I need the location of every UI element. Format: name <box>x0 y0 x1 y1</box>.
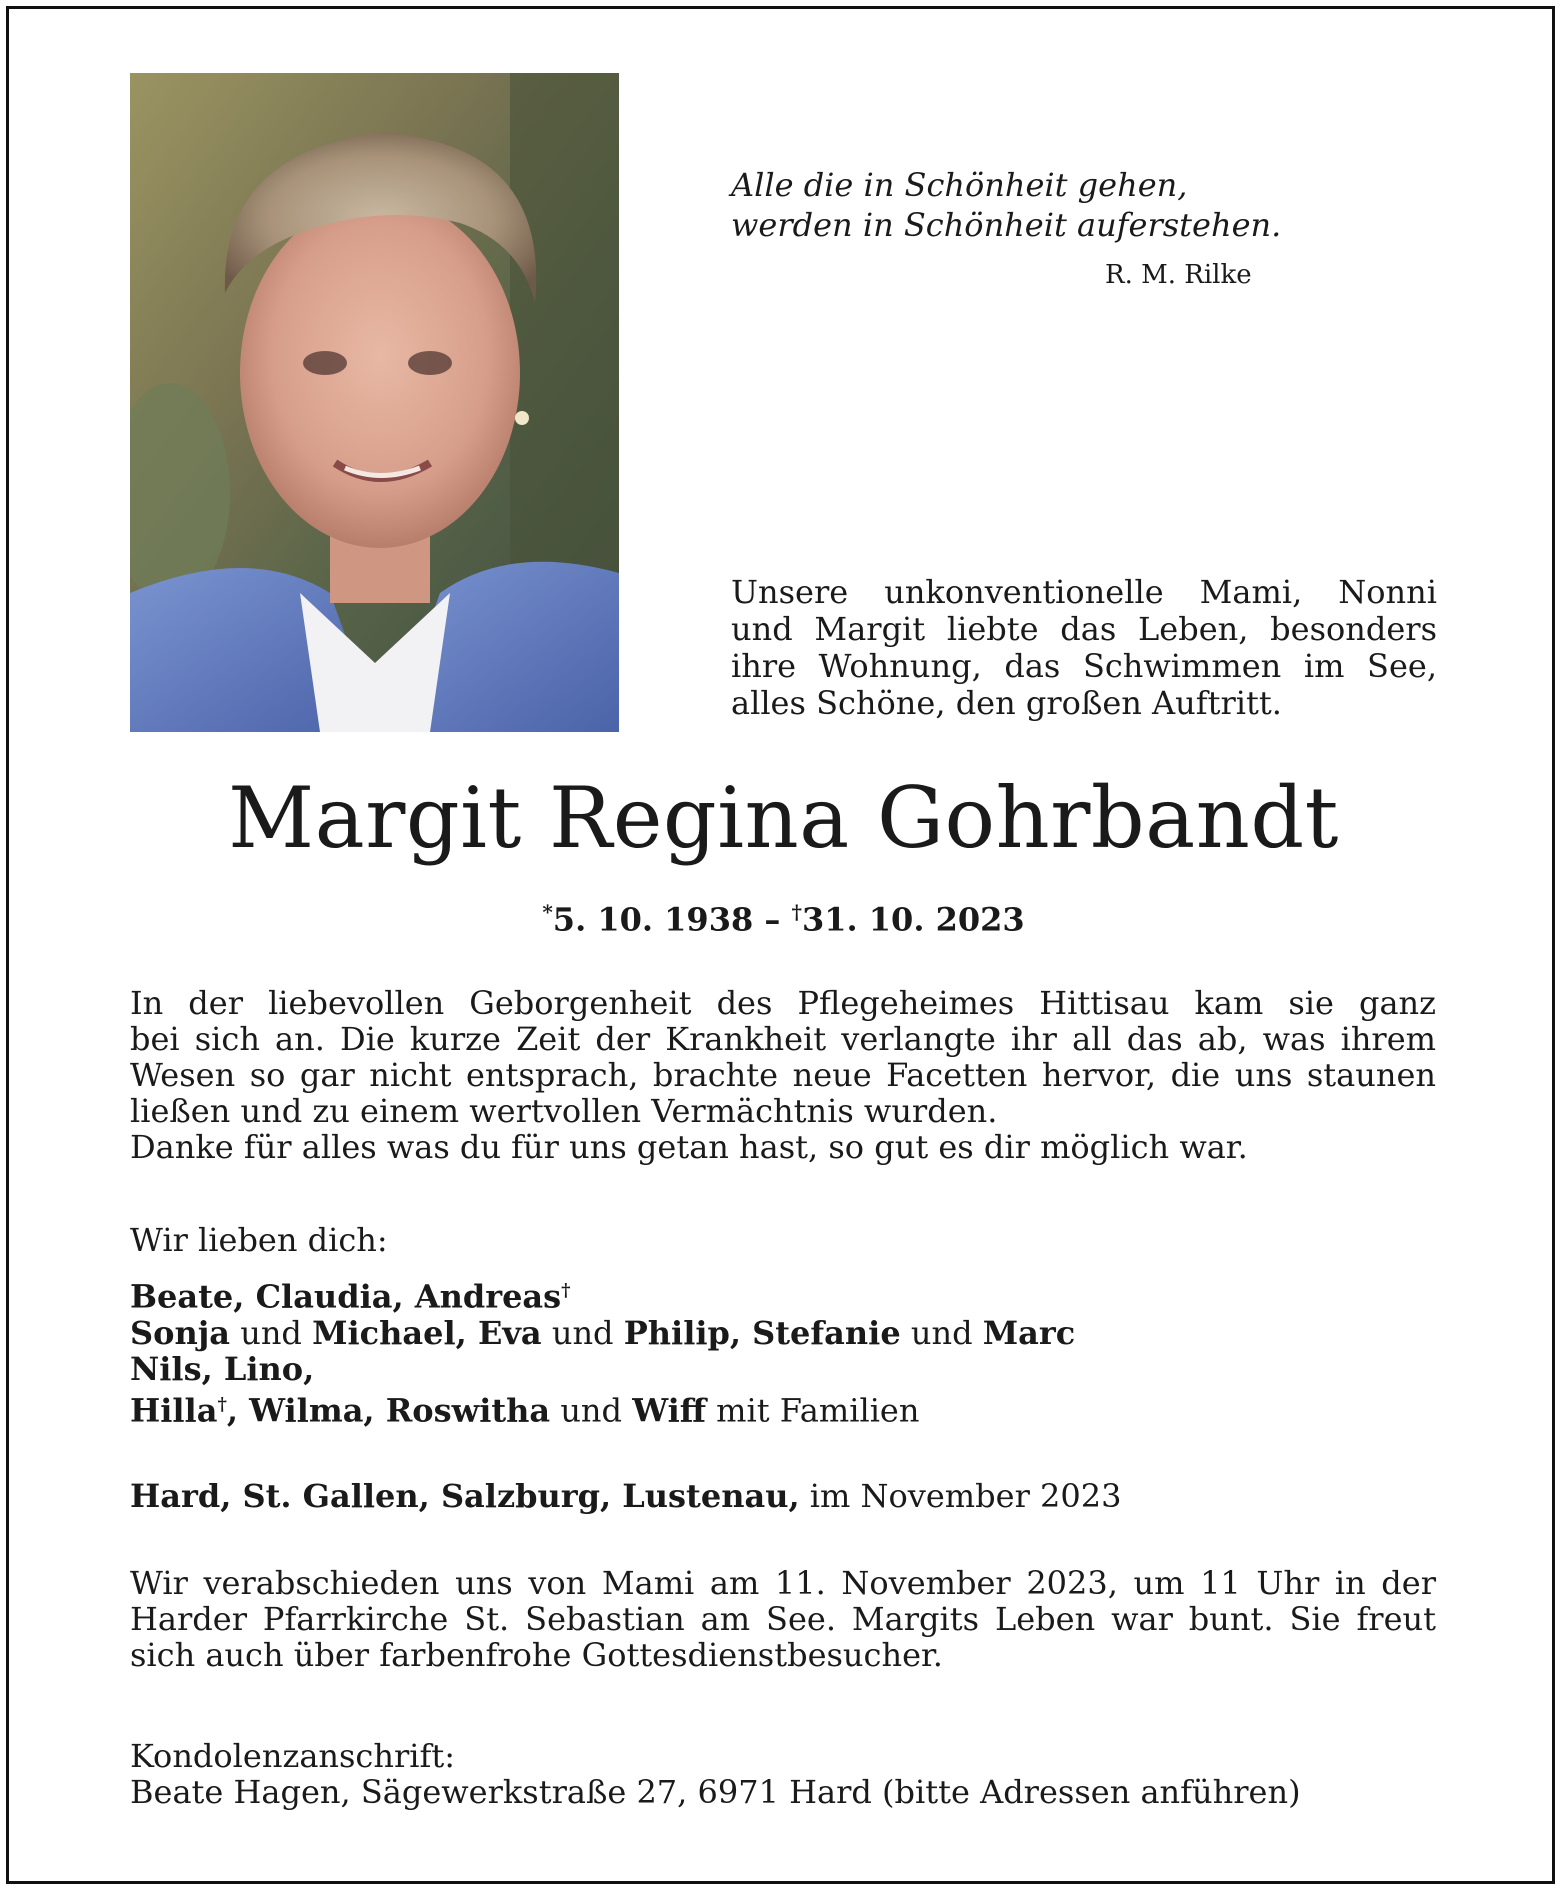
family-row4-n3: Wiff <box>632 1391 706 1430</box>
paragraph1-line-3: Wesen so gar nicht entsprach, brachte neue Facetten hervor, die uns staunen <box>130 1056 1436 1094</box>
paragraph2-line-3: sich auch über farbenfrohe Gottesdienstbesucher. <box>130 1636 943 1674</box>
death-symbol: † <box>791 900 802 924</box>
cross-symbol: † <box>561 1280 571 1301</box>
notice-date: im November 2023 <box>799 1477 1122 1515</box>
birth-symbol: * <box>542 900 553 924</box>
cross-symbol: † <box>217 1393 227 1415</box>
family-row-4 <box>130 1387 1436 1429</box>
life-dates <box>0 892 1567 940</box>
family-row1-names: Beate, Claudia, Andreas <box>130 1277 562 1316</box>
family-row2-und3: und <box>900 1313 983 1352</box>
portrait-image <box>130 73 619 732</box>
death-date: 31. 10. 2023 <box>801 900 1025 939</box>
intro-line-2: und Margit liebte das Leben, besonders <box>731 610 1437 648</box>
family-row4-und: und <box>550 1391 633 1430</box>
intro-line-4: alles Schöne, den großen Auftritt. <box>731 684 1282 722</box>
deceased-name: Margit Regina Gohrbandt <box>228 769 1339 867</box>
birth-date: 5. 10. 1938 <box>552 900 754 939</box>
paragraph1-line-2: bei sich an. Die kurze Zeit der Krankheit verlangte ihr all das ab, was ihrem <box>130 1020 1436 1058</box>
places: Hard, St. Gallen, Salzburg, Lustenau, <box>130 1477 800 1515</box>
paragraph1-line-5: Danke für alles was du für uns getan hast, so gut es dir möglich war. <box>130 1128 1248 1166</box>
family-row2-n2: Michael, Eva <box>312 1313 542 1352</box>
intro-text <box>731 574 1437 722</box>
condolence-address <box>130 1738 1436 1810</box>
paragraph-care-home <box>130 985 1436 1165</box>
rilke-quote <box>731 165 1291 245</box>
paragraph1-line-1: In der liebevollen Geborgenheit des Pflegeheimes Hittisau kam sie ganz <box>130 984 1436 1022</box>
paragraph2-line-1: Wir verabschieden uns von Mami am 11. November 2023, um 11 Uhr in der <box>130 1564 1436 1602</box>
paragraph2-line-2: Harder Pfarrkirche St. Sebastian am See. Margits Leben war bunt. Sie freut <box>130 1600 1436 1638</box>
family-list <box>130 1273 1436 1428</box>
family-row-2 <box>130 1315 1436 1351</box>
quote-author: R. M. Rilke <box>1105 260 1252 290</box>
family-row4-n1: Hilla <box>130 1391 218 1430</box>
family-row4-n2: , Wilma, Roswitha <box>226 1391 551 1430</box>
date-dash: – <box>753 900 792 939</box>
portrait-photo <box>130 73 619 732</box>
family-row4-suffix: mit Familien <box>705 1391 920 1430</box>
family-row2-n4: Marc <box>982 1313 1076 1352</box>
condolence-label: Kondolenzanschrift: <box>130 1737 455 1775</box>
family-row2-und2: und <box>541 1313 624 1352</box>
quote-line-1: Alle die in Schönheit gehen, <box>731 166 1188 204</box>
intro-line-3: ihre Wohnung, das Schwimmen im See, <box>731 647 1437 685</box>
place-date <box>130 1478 1436 1514</box>
family-heading: Wir lieben dich: <box>130 1221 388 1259</box>
intro-line-1: Unsere unkonventionelle Mami, Nonni <box>731 573 1437 611</box>
family-row2-n3: Philip, Stefanie <box>623 1313 901 1352</box>
condolence-address-line: Beate Hagen, Sägewerkstraße 27, 6971 Hard (bitte Adressen anführen) <box>130 1773 1301 1811</box>
family-row2-n1: Sonja <box>130 1313 231 1352</box>
family-row-1 <box>130 1273 1436 1315</box>
family-row-3: Nils, Lino, <box>130 1349 315 1388</box>
paragraph-funeral <box>130 1565 1436 1673</box>
paragraph1-line-4: ließen und zu einem wertvollen Vermächtnis wurden. <box>130 1092 998 1130</box>
quote-line-2: werden in Schönheit auferstehen. <box>731 206 1282 244</box>
family-row2-und1: und <box>230 1313 313 1352</box>
